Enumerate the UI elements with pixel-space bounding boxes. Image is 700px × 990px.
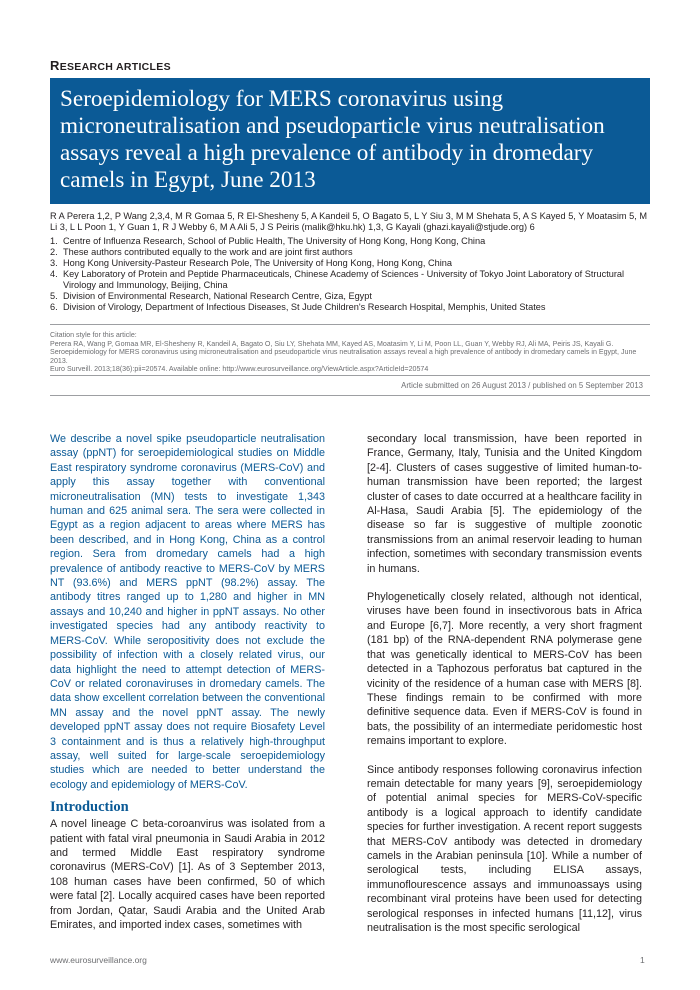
- footer-site-link[interactable]: www.eurosurveillance.org: [50, 955, 147, 965]
- page-number: 1: [640, 955, 645, 965]
- affiliation-item: 3. Hong Kong University-Pasteur Research Pole, The University of Hong Kong, Hong Kong, China: [50, 258, 452, 268]
- citation-text: Perera RA, Wang P, Gomaa MR, El-Shesheny R, Kandeil A, Bagato O, Siu LY, Shehata MM, Kayed AS, Moatasim Y, Li M, Poon LL, Guan Y, Webby RJ, Ali MA, Peiris JS, Kayali G. Seroepidemiology for MERS coronavirus using microneutralisation and pseudoparticle virus neutralisation assays reveal a high prevalence of antibody in dromedary camels in Egypt, June 2013.: [50, 339, 637, 365]
- citation-journal[interactable]: Euro Surveill. 2013;18(36):pii=20574. Available online: http://www.eurosurveillance.org/ViewArticle.aspx?ArticleId=20574: [50, 365, 429, 373]
- introduction-paragraph: A novel lineage C beta-coroanvirus was isolated from a patient with fatal viral pneumonia in Saudi Arabia in 2012 and termed Middle East respiratory syndrome coronavirus (MERS-CoV) [1]. As of 3 September 2013, 108 human cases have been confirmed, 50 of which were fatal [2]. Locally acquired cases have been reported from Jordan, Qatar, Saudi Arabia and the United Arab Emirates, and imported index cases, sometimes with: [50, 818, 325, 931]
- introduction-heading: Introduction: [50, 799, 129, 816]
- divider: [50, 395, 650, 396]
- section-label: RESEARCH ARTICLES: [50, 58, 171, 73]
- divider: [50, 375, 650, 376]
- affiliation-item: 2. These authors contributed equally to the work and are joint first authors: [50, 247, 353, 257]
- affiliation-list: [50, 236, 650, 313]
- body-paragraph: Phylogenetically closely related, although not identical, viruses have been found in insectivorous bats in Africa and Europe [6,7]. More recently, a very short fragment (181 bp) of the RNA-dependent RNA polymerase gene that was genetically identical to MERS-CoV has been detected in a Taphozous perforatus bat captured in the vicinity of the residence of a human case with MERS [8]. These findings remain to be confirmed with more definitive sequence data. Even if MERS-CoV is found in bats, the possibility of an intermediate peridomestic host remains important to explore.: [367, 591, 642, 748]
- left-column: [50, 432, 325, 932]
- article-title: Seroepidemiology for MERS coronavirus using microneutralisation and pseudoparticle virus neutralisation assays reveal a high prevalence of antibody in dromedary camels in Egypt, June 2013: [60, 86, 605, 193]
- body-paragraph: Since antibody responses following coronavirus infection remain detectable for many years [9], seroepidemiology of potential animal species for MERS-CoV-specific antibody is a logical approach to identify candidate species for further investigation. A recent report suggests that MERS-CoV antibody was detected in dromedary camels in the Arabian peninsula [10]. While a number of serological tests, including ELISA assays, immunoflourescence assays and immunoassays using recombinant viral proteins have been used for detecting serological responses in infected humans [11,12], virus neutralisation is the most specific serological: [367, 763, 642, 934]
- affiliation-item: 5. Division of Environmental Research, National Research Centre, Giza, Egypt: [50, 291, 372, 301]
- body-paragraph: secondary local transmission, have been reported in France, Germany, Italy, Tunisia and the United Kingdom [2-4]. Clusters of cases suggestive of limited human-to-human transmission have been reported; the largest cluster of cases to date occurred at a healthcare facility in Al-Hasa, Saudi Arabia [5]. The epidemiology of the disease so far is suggestive of multiple zoonotic transmissions from an animal reservoir leading to human infection, sometimes with secondary transmission events in humans.: [367, 433, 642, 575]
- affiliation-item: 6. Division of Virology, Department of Infectious Diseases, St Jude Children's Research Hospital, Memphis, United States: [50, 302, 546, 312]
- title-banner: [50, 78, 650, 204]
- author-list: R A Perera 1,2, P Wang 2,3,4, M R Gomaa 5, R El-Shesheny 5, A Kandeil 5, O Bagato 5, L Y Siu 3, M M Shehata 5, A S Kayed 5, Y Moatasim 5, M Li 3, L L Poon 1, Y Guan 1, R J Webby 6, M A Ali 5, J S Peiris (malik@hku.hk) 1,3, G Kayali (ghazi.kayali@stjude.org) 6: [50, 211, 648, 232]
- abstract: We describe a novel spike pseudoparticle neutralisation assay (ppNT) for seroepidemiological studies on Middle East respiratory syndrome coronavirus (MERS-CoV) and apply this assay together with conventional microneutralisation (MN) tests to investigate 1,343 human and 625 animal sera. The sera were collected in Egypt as a region adjacent to areas where MERS has been described, and in Hong Kong, China as a control region. Sera from dromedary camels had a high prevalence of antibody reactive to MERS-CoV by MERS NT (93.6%) and MERS ppNT (98.2%) assay. The antibody titres ranged up to 1,280 and higher in MN assays and 10,240 and higher in ppNT assays. No other investigated species had any antibody reactivity to MERS-CoV. While seropositivity does not exclude the possibility of infection with a closely related virus, our data highlight the need to attempt detection of MERS-CoV or related coronaviruses in dromedary camels. The data show excellent correlation between the conventional MN assay and the novel ppNT assay. The newly developed ppNT assay does not require Biosafety Level 3 containment and is thus a relatively high-throughput assay, well suited for large-scale seroepidemiology studies which are needed to better understand the ecology and epidemiology of MERS-CoV.: [50, 433, 325, 791]
- submission-dates: Article submitted on 26 August 2013 / published on 5 September 2013: [401, 381, 643, 390]
- affiliation-item: 4. Key Laboratory of Protein and Peptide Pharmaceuticals, Chinese Academy of Sciences - University of Tokyo Joint Laboratory of Structural Virology and Immunology, Beijing, China: [50, 269, 625, 290]
- citation-block: [50, 331, 650, 374]
- right-column: [367, 432, 642, 935]
- divider: [50, 324, 650, 325]
- citation-label: Citation style for this article:: [50, 331, 137, 339]
- affiliation-item: 1. Centre of Influenza Research, School of Public Health, The University of Hong Kong, Hong Kong, China: [50, 236, 486, 246]
